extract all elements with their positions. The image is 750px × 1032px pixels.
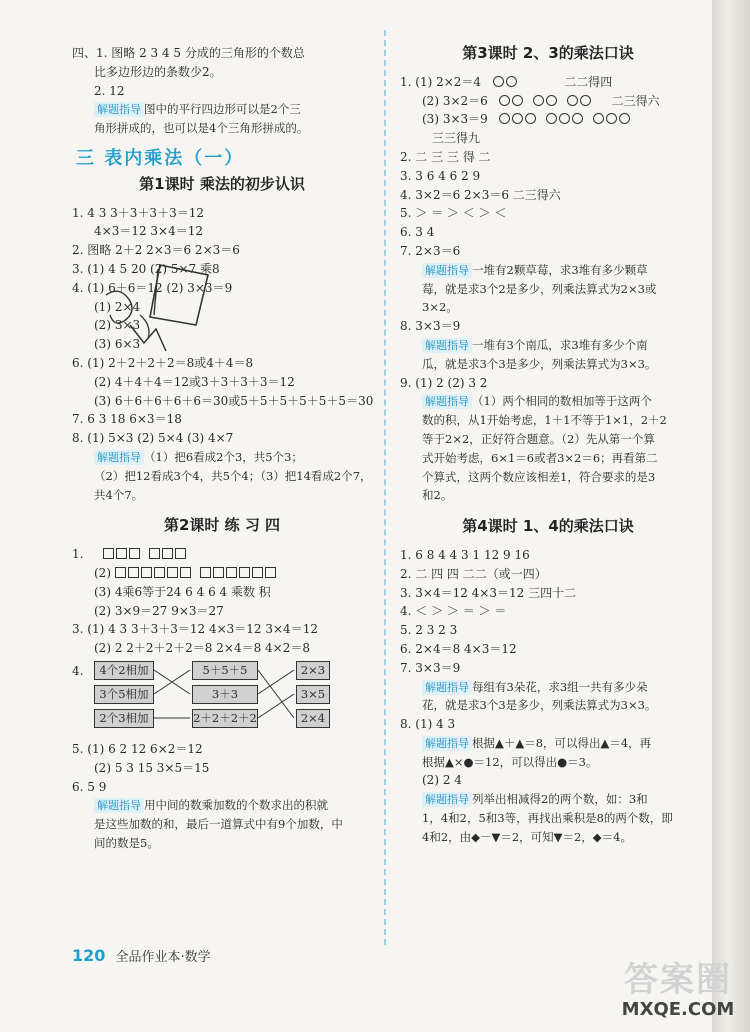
answer-line: 4. 3×2＝6 2×3＝6 二三得六 <box>400 187 561 202</box>
match-mid-box: 2＋2＋2＋2 <box>192 709 258 728</box>
answer-line: 7. 6 3 18 6×3＝18 <box>72 412 182 427</box>
answer-line: 5. ＞ ＝ ＞ ＜ ＞ ＜ <box>400 206 507 221</box>
left-column <box>72 44 372 853</box>
tip-line: 解题指导 （1）两个相同的数相加等于这两个 <box>400 392 696 411</box>
page-number: 120 <box>72 946 106 965</box>
chapter-title: 三 表内乘法（一） <box>76 147 245 169</box>
answer-line: 8. 3×3＝9 <box>400 319 461 334</box>
book-title: 全品作业本·数学 <box>115 950 211 965</box>
question-number: 4. <box>72 663 84 678</box>
tip-line: 3×2。 <box>422 300 458 315</box>
tip-line: 个算式，这两个数应该相差1，符合要求的是3 <box>422 469 656 484</box>
matching-diagram <box>72 660 372 736</box>
tip-tag: 解题指导 <box>94 102 144 117</box>
answer-line: 5. (1) 6 2 12 6×2＝12 <box>72 741 203 756</box>
answer-line: 2. 12 <box>94 83 125 98</box>
answer-line: 四、1. 图略 2 3 4 5 分成的三角形的个数总 <box>72 46 305 60</box>
right-column <box>400 44 696 847</box>
answer-line: (2) 3×9＝27 9×3＝27 <box>94 603 224 618</box>
lesson-title: 第1课时 乘法的初步认识 <box>139 174 305 193</box>
answer-line: (1) 2×4 <box>94 299 141 314</box>
tip-line: 瓜，就是求3个3是多少，列乘法算式为3×3。 <box>422 356 657 371</box>
answer-line: 9. (1) 2 (2) 3 2 <box>400 375 488 390</box>
tip-line: 角形拼成的，也可以是4个三角形拼成的。 <box>94 121 309 136</box>
answer-line: 三三得九 <box>432 131 481 146</box>
answer-line: 7. 2×3＝6 <box>400 243 461 258</box>
answer-line: (2) 2 2＋2＋2＋2＝8 2×4＝8 4×2＝8 <box>94 641 310 656</box>
answer-line: 1. (1) 2×2＝4 二二得四 <box>400 74 613 89</box>
watermark-top: 答案圈 <box>624 960 732 1000</box>
tip-line: （2）把12看成3个4，共5个4；（3）把14看成2个7， <box>94 468 372 483</box>
tip-line: 解题指导 列举出相减得2的两个数，如：3和 <box>400 790 696 809</box>
answer-line: (2) <box>72 564 372 583</box>
page-footer <box>72 946 211 965</box>
watermark-logo <box>618 960 738 1024</box>
answer-line: (2) 4＋4＋4＝12或3＋3＋3＋3＝12 <box>94 374 295 389</box>
tip-tag: 解题指导 <box>422 792 472 807</box>
answer-line: (2) 3×2＝6 二三得六 <box>422 93 660 108</box>
tip-line: 和2。 <box>422 488 453 503</box>
answer-line: 7. 3×3＝9 <box>400 660 461 675</box>
watermark-bottom: MXQE.COM <box>621 999 735 1020</box>
answer-line: (3) 6＋6＋6＋6＋6＝30或5＋5＋5＋5＋5＋5＝30 <box>94 393 374 408</box>
answer-line: (2) 2 4 <box>422 773 462 788</box>
match-mid-box: 3＋3 <box>192 685 258 704</box>
answer-line: 6. 5 9 <box>72 779 107 794</box>
answer-line: (3) 3×3＝9 <box>400 110 696 129</box>
answer-line: 3. 3 6 4 6 2 9 <box>400 168 481 183</box>
tip-line: 间的数是5。 <box>94 835 159 850</box>
answer-line: (2) 5 3 15 3×5＝15 <box>94 760 210 775</box>
answer-line: 1. 4 3 3＋3＋3＋3＝12 <box>72 205 204 220</box>
match-left-box: 4个2相加 <box>94 661 154 680</box>
answer-line: 8. (1) 4 3 <box>400 717 456 732</box>
answer-line: (3) 6×3 <box>94 337 141 352</box>
tip-line: 是这些加数的和，最后一道算式中有9个加数，中 <box>94 817 343 832</box>
tip-line: 等于2×2，正好符合题意。（2）先从第一个算 <box>422 431 655 446</box>
answer-line: 6. 2×4＝8 4×3＝12 <box>400 641 517 656</box>
tip-tag: 解题指导 <box>94 450 144 465</box>
lesson-title: 第4课时 1、4的乘法口诀 <box>462 517 634 536</box>
match-left-box: 3个5相加 <box>94 685 154 704</box>
handwritten-scribble <box>100 255 220 365</box>
tip-line: 数的积，从1开始考虑，1＋1不等于1×1，2＋2 <box>422 413 667 428</box>
answer-line: 3. 3×4＝12 4×3＝12 三四十二 <box>400 585 577 600</box>
answer-line: 1. <box>72 545 372 564</box>
answer-line: 5. 2 3 2 3 <box>400 623 458 638</box>
tip-line: 1，4和2，5和3等，再找出乘积是8的两个数，即 <box>422 811 673 826</box>
tip-line: 解题指导 一堆有3个南瓜，求3堆有多少个南 <box>400 336 696 355</box>
lesson-title: 第2课时 练 习 四 <box>163 516 281 535</box>
tip-line: 共4个7。 <box>94 487 144 502</box>
tip-tag: 解题指导 <box>422 263 472 278</box>
match-right-box: 2×3 <box>296 661 330 680</box>
match-right-box: 2×4 <box>296 709 330 728</box>
tip-tag: 解题指导 <box>94 798 144 813</box>
column-divider <box>384 30 386 945</box>
tip-line: 解题指导 每组有3朵花，求3组一共有多少朵 <box>400 678 696 697</box>
answer-line: 6. 3 4 <box>400 225 435 240</box>
tip-line: 解题指导 （1）把6看成2个3，共5个3； <box>72 448 372 467</box>
answer-line: 2. 二 三 三 得 二 <box>400 149 491 164</box>
tip-line: 花，就是求3个3是多少，列乘法算式为3×3。 <box>422 698 657 713</box>
answer-line: 2. 二 四 四 二二（或一四） <box>400 566 547 581</box>
tip-tag: 解题指导 <box>422 394 472 409</box>
answer-line: 4. (1) 6＋6＝12 (2) 3×3＝9 <box>72 280 233 295</box>
tip-tag: 解题指导 <box>422 680 472 695</box>
answer-line: (3) 4乘6等于24 6 4 6 4 乘数 积 <box>94 584 271 599</box>
tip-line: 解题指导 用中间的数乘加数的个数求出的积就 <box>72 796 372 815</box>
tip-tag: 解题指导 <box>422 338 472 353</box>
answer-line: 8. (1) 5×3 (2) 5×4 (3) 4×7 <box>72 431 234 446</box>
tip-line: 根据▲×●＝12，可以得出●＝3。 <box>422 754 598 769</box>
answer-line: 比多边形边的条数少2。 <box>94 64 222 79</box>
tip-line: 解题指导 图中的平行四边形可以是2个三 <box>72 100 372 119</box>
answer-line: 3. (1) 4 3 3＋3＋3＝12 4×3＝12 3×4＝12 <box>72 622 318 637</box>
tip-line: 4和2，由◆－▼＝2，可知▼＝2，◆＝4。 <box>422 829 632 844</box>
answer-line: 4×3＝12 3×4＝12 <box>94 224 204 239</box>
lesson-title: 第3课时 2、3的乘法口诀 <box>462 44 634 62</box>
answer-line: 4. ＜ ＞ ＞ ＝ ＞ ＝ <box>400 604 507 619</box>
tip-line: 解题指导 根据▲＋▲＝8，可以得出▲＝4，再 <box>400 734 696 753</box>
tip-line: 解题指导 一堆有2颗草莓，求3堆有多少颗草 <box>400 261 696 280</box>
match-right-box: 3×5 <box>296 685 330 704</box>
answer-line: 2. 图略 2＋2 2×3＝6 2×3＝6 <box>72 243 240 258</box>
answer-line: 6. (1) 2＋2＋2＋2＝8或4＋4＝8 <box>72 355 254 370</box>
answer-line: 1. 6 8 4 4 3 1 12 9 16 <box>400 547 530 562</box>
match-mid-box: 5＋5＋5 <box>192 661 258 680</box>
answer-line: (2) 3×3 <box>94 318 141 333</box>
tip-line: 式开始考虑，6×1＝6或者3×2＝6；再看第二 <box>422 450 658 465</box>
tip-line: 莓，就是求3个2是多少，列乘法算式为2×3或 <box>422 281 657 296</box>
match-left-box: 2个3相加 <box>94 709 154 728</box>
answer-line: 3. (1) 4 5 20 (2) 5×7 乘8 <box>72 261 220 276</box>
page-edge <box>712 0 750 1032</box>
tip-tag: 解题指导 <box>422 736 472 751</box>
